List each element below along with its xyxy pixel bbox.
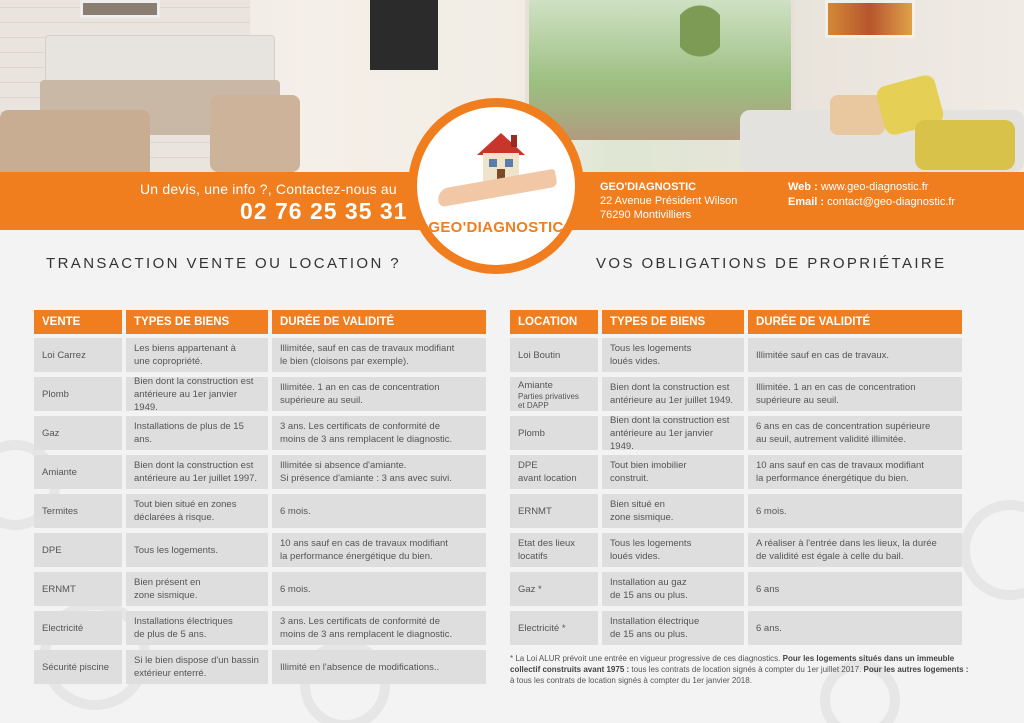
property-type-cell: Bien dont la construction est antérieure au 1er janvier 1949. (602, 416, 744, 450)
diagnostic-name-cell: Amiante (34, 455, 122, 489)
table-header: VENTE (34, 310, 122, 334)
validity-cell: 6 ans (748, 572, 962, 606)
diagnostic-name-cell (510, 377, 598, 411)
property-type-cell: Si le bien dispose d'un bassin extérieur enterré. (126, 650, 268, 684)
address-line-2: 76290 Montivilliers (600, 209, 692, 221)
footnote-part-5: à tous les contrats de location signés à compter du 1er janvier 2018. (510, 676, 752, 685)
property-type-cell: Installations de plus de 15 ans. (126, 416, 268, 450)
property-type-cell: Tous les logements loués vides. (602, 533, 744, 567)
validity-cell: 6 ans en cas de concentration supérieure au seuil, autrement validité illimitée. (748, 416, 962, 450)
validity-cell: Illimitée si absence d'amiante. Si présence d'amiante : 3 ans avec suivi. (272, 455, 486, 489)
property-type-cell: Les biens appartenant à une copropriété. (126, 338, 268, 372)
property-type-cell: Bien situé en zone sismique. (602, 494, 744, 528)
validity-cell: Illimité en l'absence de modifications.. (272, 650, 486, 684)
company-logo (408, 98, 584, 274)
validity-cell: 10 ans sauf en cas de travaux modifiant la performance énergétique du bien. (272, 533, 486, 567)
heading-obligations: VOS OBLIGATIONS DE PROPRIÉTAIRE (596, 255, 947, 272)
table-header: TYPES DE BIENS (602, 310, 744, 334)
property-type-cell: Tous les logements. (126, 533, 268, 567)
web-contact (788, 180, 955, 210)
validity-cell: 3 ans. Les certificats de conformité de moins de 3 ans remplacent le diagnostic. (272, 416, 486, 450)
validity-cell: Illimitée. 1 an en cas de concentration supérieure au seuil. (272, 377, 486, 411)
armchair (0, 110, 150, 172)
property-type-cell: Tout bien imobilier construit. (602, 455, 744, 489)
logo-text: GEO'DIAGNOSTIC (428, 219, 564, 236)
contact-prompt: Un devis, une info ?, Contactez-nous au (140, 181, 397, 197)
decorative-circle (960, 500, 1024, 600)
footnote-part-1: * La Loi ALUR prévoit une entrée en vigueur progressive de ces diagnostics. (510, 654, 781, 663)
company-address (600, 180, 737, 222)
diagnostic-name-cell: Sécurité piscine (34, 650, 122, 684)
property-type-cell: Tout bien situé en zones déclarées à risque. (126, 494, 268, 528)
painting (825, 0, 915, 38)
validity-cell: 10 ans sauf en cas de travaux modifiant la performance énergétique du bien. (748, 455, 962, 489)
pillow (915, 120, 1015, 170)
validity-cell: 6 mois. (272, 494, 486, 528)
property-type-cell: Installation électrique de 15 ans ou plus. (602, 611, 744, 645)
cell-text: Amiante (518, 379, 553, 391)
diagnostic-name-cell: Termites (34, 494, 122, 528)
property-type-cell: Bien dont la construction est antérieure au 1er juillet 1949. (602, 377, 744, 411)
diagnostic-name-cell: ERNMT (510, 494, 598, 528)
validity-cell: Illimitée sauf en cas de travaux. (748, 338, 962, 372)
diagnostic-name-cell: Plomb (34, 377, 122, 411)
diagnostic-name-cell: Etat des lieux locatifs (510, 533, 598, 567)
validity-cell: 3 ans. Les certificats de conformité de moins de 3 ans remplacent le diagnostic. (272, 611, 486, 645)
diagnostic-name-cell: Loi Carrez (34, 338, 122, 372)
email-label: Email : (788, 196, 825, 208)
diagnostic-name-cell: Plomb (510, 416, 598, 450)
wall-picture (80, 0, 160, 18)
validity-cell: Illimitée. 1 an en cas de concentration supérieure au seuil. (748, 377, 962, 411)
diagnostic-name-cell: Electricité * (510, 611, 598, 645)
property-type-cell: Tous les logements loués vides. (602, 338, 744, 372)
property-type-cell: Bien dont la construction est antérieure au 1er juillet 1997. (126, 455, 268, 489)
web-label: Web : (788, 181, 818, 193)
table-header: LOCATION (510, 310, 598, 334)
diagnostic-name-cell: ERNMT (34, 572, 122, 606)
validity-cell: Illimitée, sauf en cas de travaux modifiant le bien (cloisons par exemple). (272, 338, 486, 372)
validity-cell: A réaliser à l'entrée dans les lieux, la durée de validité est égale à celle du bail. (748, 533, 962, 567)
heading-transaction: TRANSACTION VENTE OU LOCATION ? (46, 255, 401, 272)
footnote (510, 653, 970, 686)
dining-chair (210, 95, 300, 172)
diagnostic-name-cell: Loi Boutin (510, 338, 598, 372)
phone-number[interactable]: 02 76 25 35 31 (240, 198, 408, 224)
footnote-part-2: Pour les logements situés dans un immeuble collectif construits avant 1975 : (510, 654, 955, 674)
company-name: GEO'DIAGNOSTIC (600, 181, 697, 193)
diagnostic-name-cell: Electricité (34, 611, 122, 645)
validity-cell: 6 mois. (272, 572, 486, 606)
table-header: DURÉE DE VALIDITÉ (748, 310, 962, 334)
plant (680, 5, 720, 135)
diagnostic-name-cell: Gaz * (510, 572, 598, 606)
footnote-part-4: Pour les autres logements : (863, 665, 969, 674)
diagnostic-name-cell: DPE avant location (510, 455, 598, 489)
diagnostic-name-cell: Gaz (34, 416, 122, 450)
television (370, 0, 438, 70)
property-type-cell: Installations électriques de plus de 5 ans. (126, 611, 268, 645)
footnote-part-3: tous les contrats de location signés à compter du 1er juillet 2017. (631, 665, 862, 674)
property-type-cell: Bien présent en zone sismique. (126, 572, 268, 606)
validity-cell: 6 ans. (748, 611, 962, 645)
website-link[interactable]: www.geo-diagnostic.fr (820, 181, 929, 193)
diagnostic-name-cell: DPE (34, 533, 122, 567)
table-header: TYPES DE BIENS (126, 310, 268, 334)
address-line-1: 22 Avenue Président Wilson (600, 195, 738, 207)
property-type-cell: Installation au gaz de 15 ans ou plus. (602, 572, 744, 606)
validity-cell: 6 mois. (748, 494, 962, 528)
email-link[interactable]: contact@geo-diagnostic.fr (827, 196, 956, 208)
table-header: DURÉE DE VALIDITÉ (272, 310, 486, 334)
cell-subtext: Parties privatives et DAPP (518, 391, 579, 410)
pillow (830, 95, 885, 135)
property-type-cell: Bien dont la construction est antérieure au 1er janvier 1949. (126, 377, 268, 411)
